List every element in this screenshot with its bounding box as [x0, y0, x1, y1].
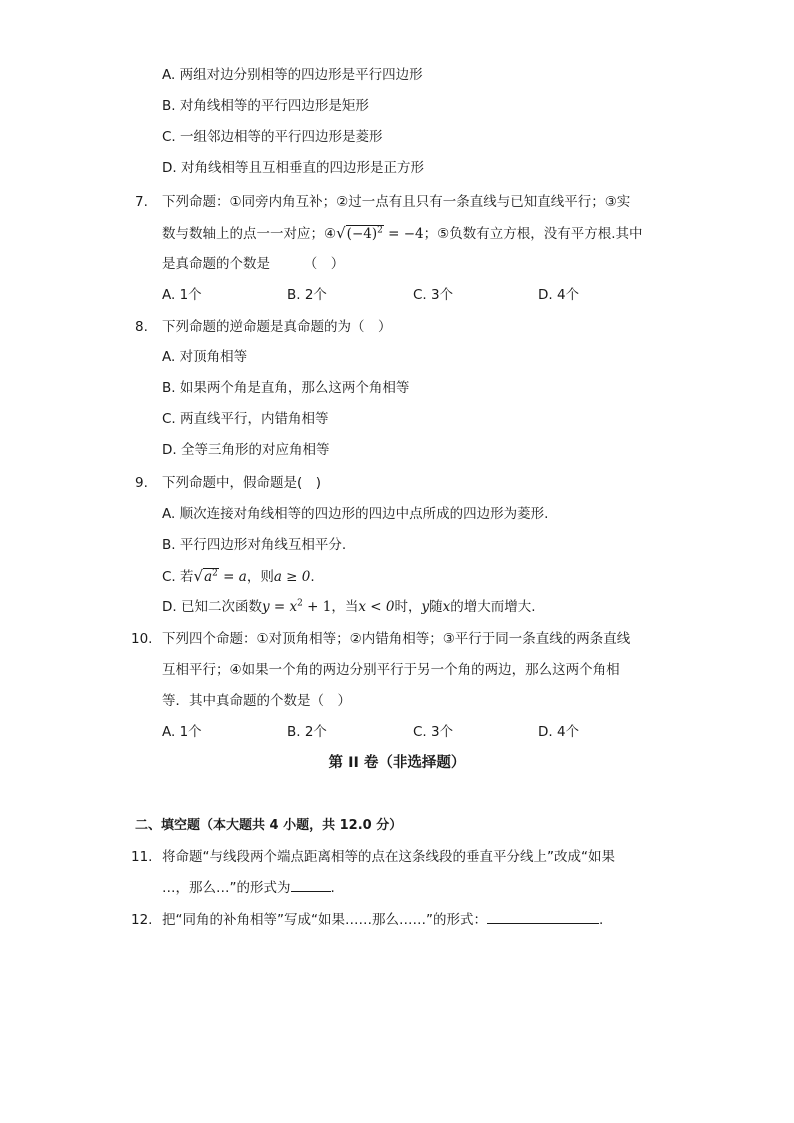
q7-stem-line2: 数与数轴上的点一一对应；$④√(-4)^2 = -4$；⑤负数有立方根，没有平方根.其中 [162, 224, 643, 242]
q8-option-a: A. 对顶角相等 [162, 349, 248, 365]
q7-stem-line3: 是真命题的个数是 （ ） [162, 256, 345, 272]
q7-option-d: D. 4个 [538, 287, 580, 303]
q7-option-a: A. 1个 [162, 287, 202, 303]
q7-option-b: B. 2个 [287, 287, 327, 303]
q11-stem-line1: 将命题“与线段两个端点距离相等的点在这条线段的垂直平分线上”改成“如果 [162, 849, 615, 865]
q10-number: 10. [131, 631, 153, 647]
q11-number: 11. [131, 849, 153, 865]
q10-option-b: B. 2个 [287, 724, 327, 740]
q8-option-b: B. 如果两个角是直角，那么这两个角相等 [162, 380, 410, 396]
q11-stem-line2: …，那么…”的形式为 . [162, 880, 335, 896]
q9-option-b: B. 平行四边形对角线互相平分. [162, 537, 347, 553]
q10-option-d: D. 4个 [538, 724, 580, 740]
q10-stem-line2: 互相平行；④如果一个角的两边分别平行于另一个角的两边，那么这两个角相 [162, 662, 620, 678]
q8-number: 8. [135, 319, 148, 335]
q7-option-c: C. 3个 [413, 287, 454, 303]
q9-option-a: A. 顺次连接对角线相等的四边形的四边中点所成的四边形为菱形. [162, 506, 549, 522]
part2-title: 第 II 卷（非选择题） [328, 755, 466, 771]
q6-option-c: C. 一组邻边相等的平行四边形是菱形 [162, 129, 383, 145]
section2-header: 二、填空题（本大题共 4 小题，共 12.0 分） [135, 818, 403, 833]
q8-option-c: C. 两直线平行，内错角相等 [162, 411, 329, 427]
q10-option-a: A. 1个 [162, 724, 202, 740]
q12-stem: 把“同角的补角相等”写成“如果……那么……”的形式： . [162, 912, 604, 928]
q10-option-c: C. 3个 [413, 724, 454, 740]
sqrt-expression: $√(-4)^2$ [336, 224, 383, 242]
answer-blank[interactable] [291, 879, 331, 892]
answer-blank[interactable] [487, 911, 599, 924]
q8-stem: 下列命题的逆命题是真命题的为（ ） [162, 319, 392, 335]
q12-number: 12. [131, 912, 153, 928]
q9-number: 9. [135, 475, 148, 491]
q8-option-d: D. 全等三角形的对应角相等 [162, 442, 330, 458]
q6-option-b: B. 对角线相等的平行四边形是矩形 [162, 98, 369, 114]
q9-option-d: D. 已知二次函数$y = x^2 + 1$，当x < 0时，y随x的增大而增大. [162, 598, 536, 615]
q10-stem-line3: 等．其中真命题的个数是（ ） [162, 693, 351, 709]
q6-option-d: D. 对角线相等且互相垂直的四边形是正方形 [162, 160, 424, 176]
q9-option-c: C. 若$√a^2 = a$，则a ≥ 0. [162, 567, 315, 585]
sqrt-expression: $√a^2$ [193, 567, 218, 585]
q9-stem: 下列命题中，假命题是( ) [162, 475, 322, 491]
q7-number: 7. [135, 194, 148, 210]
q10-stem-line1: 下列四个命题：①对顶角相等；②内错角相等；③平行于同一条直线的两条直线 [162, 631, 631, 647]
q6-option-a: A. 两组对边分别相等的四边形是平行四边形 [162, 67, 423, 83]
q7-stem-line1: 下列命题：①同旁内角互补；②过一点有且只有一条直线与已知直线平行；③实 [162, 194, 631, 210]
